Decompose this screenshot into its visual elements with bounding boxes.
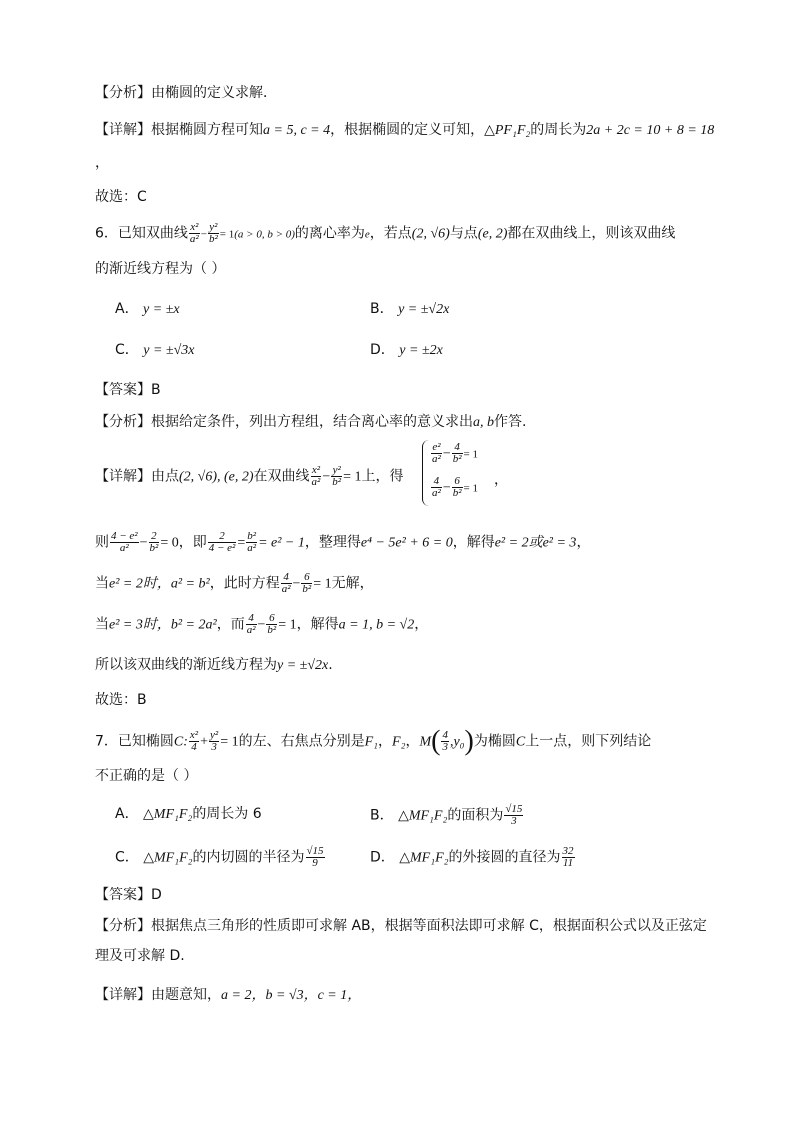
q6-stem-line1: 6．已知双曲线 $\frac{\text{x²}}{\text{a²}}$ − $\frac{\text{y²}}{\text{b²}}$ = 1(a > 0, b > 0)的离心率为e，若点(2, √6)与点(e, 2)都在双曲线上，则该双曲线: [95, 221, 676, 245]
frac-sqrt15-3: $\frac{√15}{3}$: [505, 803, 523, 827]
q6-line2-eq: e⁴ − 5e² + 6 = 0: [360, 535, 453, 551]
q7-stem-b: 的左、右焦点分别是: [238, 733, 365, 750]
q7-f2: F₂: [392, 734, 406, 750]
q5-analysis-text: 由椭圆的定义求解．: [151, 85, 277, 101]
answer-tag: 【答案】: [95, 887, 151, 903]
q6-line4-b: ，而: [216, 616, 245, 633]
q7-f1: F₁: [364, 734, 379, 750]
q6-stem-e2: 都在双曲线上，则该双曲线: [507, 225, 676, 242]
q6-line2-b: ，即: [178, 534, 207, 551]
q6-stem-d: 与点: [449, 225, 478, 242]
frac-x2-a2: $\frac{\text{x²}}{\text{a²}}$: [189, 221, 199, 245]
q6-line3-b: ，此时方程: [209, 575, 280, 592]
q7-y0: y₀: [453, 734, 465, 750]
q7-analysis-line2: 理及可求解 D.: [95, 948, 185, 964]
analysis-tag: 【分析】: [95, 85, 151, 101]
q6-detail-line5: [95, 655, 333, 676]
q6-line4-sol: a = 1, b = √2: [338, 617, 415, 633]
system-eq2: $\frac{4}{\text{a²}}$ − $\frac{6}{\text{b²}}$ = 1: [432, 475, 478, 499]
system-comma: ，: [494, 472, 508, 488]
frac-x2-a2: $\frac{\text{x²}}{\text{a²}}$: [311, 464, 321, 488]
q6-line2-d: ，解得: [452, 534, 495, 551]
q6-option-b: B． y = ±√2x: [370, 301, 450, 317]
q6-line3-a: 当: [95, 575, 109, 592]
q6-detail-line4: 当e² = 3时，b² = 2a²，而 $\frac{4}{\text{a²}}$ − $\frac{6}{\text{b²}}$ = 1，解得a = 1, b = √2，: [95, 612, 429, 636]
answer-tag: 【答案】: [95, 382, 151, 398]
q6-detail-a: 由点: [151, 468, 179, 485]
q6-line4-a: 当: [95, 616, 109, 633]
q7-answer: D: [151, 887, 162, 903]
system-eq1: $\frac{\text{e²}}{\text{a²}}$ − $\frac{4}{\text{b²}}$ = 1: [432, 441, 478, 465]
q7-option-d: D． △MF₁F₂的外接圆的直径为 $\frac{32}{11}$: [370, 845, 574, 869]
q6-line4-cond: e² = 3时，b² = 2a²: [109, 617, 217, 633]
q6-option-a: A． y = ±x: [115, 301, 180, 317]
q6-detail-pts: (2, √6), (e, 2): [179, 469, 254, 485]
q6-detail-line1: 【详解】由点(2, √6), (e, 2)在双曲线 $\frac{\text{x²}}{\text{a²}}$ − $\frac{\text{y²}}{\text{b²}}$ = 1上，得: [95, 464, 404, 488]
analysis-tag: 【分析】: [95, 414, 151, 430]
detail-tag: 【详解】: [95, 122, 151, 138]
q5-detail-pre: 根据椭圆方程可知: [151, 122, 263, 138]
q6-e: e: [364, 228, 370, 241]
q6-cond: (a > 0, b > 0): [234, 228, 295, 241]
analysis-tag: 【分析】: [95, 918, 151, 934]
frac-32-11: $\frac{32}{11}$: [562, 845, 574, 869]
q5-comma: ，: [95, 155, 109, 171]
q7-m: M: [419, 734, 432, 750]
q7-detail-a: 由题意知，: [151, 987, 221, 1003]
frac-x2-4: $\frac{\text{x²}}{4}$: [189, 729, 199, 753]
frac-4me2-a2: $\frac{\text{4 − e²}}{\text{a²}}$: [111, 530, 138, 554]
q6-analysis-line: [95, 412, 526, 433]
q5-triangle: △PF₁F₂: [484, 123, 531, 138]
q5-eq1: a = 5, c = 4: [263, 123, 331, 138]
frac-y2-b2: $\frac{\text{y²}}{\text{b²}}$: [332, 464, 342, 488]
q6-detail-c: 上，得: [361, 468, 404, 485]
q7-option-c: C． △MF₁F₂的内切圆的半径为 $\frac{√15}{9}$: [115, 845, 324, 869]
frac-y2-b2: $\frac{\text{y²}}{\text{b²}}$: [208, 221, 218, 245]
q6-stem-c: ，若点: [369, 225, 412, 242]
q5-detail-line: [95, 120, 714, 141]
frac-b2-a2: $\frac{\text{b²}}{\text{a²}}$: [247, 530, 257, 554]
q6-stem-a: 6．已知双曲线: [95, 225, 188, 242]
q5-detail-post: 的周长为: [530, 122, 587, 138]
q6-line2-c: ，整理得: [304, 534, 361, 551]
q7-detail-eq: a = 2，b = √3，c = 1，: [221, 988, 362, 1003]
frac-sqrt15-9: $\frac{√15}{9}$: [306, 845, 324, 869]
q6-line2-sol: e² = 2或e² = 3: [494, 535, 577, 551]
q6-analysis-vars: a, b: [473, 415, 494, 430]
q7-option-a: A． △MF₁F₂的周长为 6: [115, 806, 262, 822]
q5-choice: 故选：C: [95, 189, 147, 205]
frac-2-b2: $\frac{2}{\text{b²}}$: [149, 530, 159, 554]
q6-analysis-b: 作答.: [494, 414, 527, 430]
q6-detail-line2: 则 $\frac{\text{4 − e²}}{\text{a²}}$ − $\frac{2}{\text{b²}}$ = 0，即 $\frac{2}{\text{4 − e²}}$ = $\frac{\text{b²}}{\text{a²}}$ = e² − 1，整理得e⁴ − 5e² + 6 = 0，解得e² = 2或e² = 3，: [95, 530, 591, 554]
q6-choice: 故选：B: [95, 692, 147, 708]
frac-4-a2: $\frac{4}{\text{a²}}$: [281, 571, 291, 595]
q6-line5-a: 所以该双曲线的渐近线方程为: [95, 657, 277, 673]
q6-option-d: D． y = ±2x: [370, 342, 443, 358]
frac-2-4me2: $\frac{2}{\text{4 − e²}}$: [208, 530, 236, 554]
q6-line3-cond: e² = 2时，a² = b²: [109, 576, 210, 592]
frac-6-b2: $\frac{6}{\text{b²}}$: [267, 612, 277, 636]
q7-answer-line: [95, 885, 162, 905]
q7-stem-d: 上一点，则下列结论: [525, 733, 652, 750]
q5-eq2: 2a + 2c = 10 + 8 = 18: [586, 123, 715, 138]
q6-answer: B: [151, 382, 161, 398]
q6-line5-b: .: [328, 657, 333, 673]
q6-point1: (2, √6): [411, 226, 450, 242]
q6-option-c: C． y = ±√3x: [115, 342, 195, 358]
q7-stem-line2: 不正确的是（ ）: [95, 768, 198, 784]
q6-line4-d: ，: [414, 616, 429, 633]
q7-stem-a: 7．已知椭圆: [95, 733, 174, 750]
q6-line5-eq: y = ±√2x: [277, 658, 329, 673]
frac-y2-3: $\frac{\text{y²}}{3}$: [210, 729, 219, 753]
q7-analysis-l1: 根据焦点三角形的性质即可求解 AB，根据等面积法即可求解 C，根据面积公式以及正弦定: [151, 918, 707, 934]
q6-line4-c: ，解得: [296, 616, 339, 633]
frac-4-a2: $\frac{4}{\text{a²}}$: [246, 612, 256, 636]
q5-detail-mid: ，根据椭圆的定义可知，: [330, 122, 485, 138]
detail-tag: 【详解】: [95, 468, 151, 485]
q6-line2-a: 则: [95, 534, 109, 551]
q7-option-b: B． △MF₁F₂的面积为 $\frac{√15}{3}$: [370, 803, 523, 827]
q5-analysis-line: [95, 83, 277, 103]
q7-stem-c2: 为椭圆: [473, 733, 516, 750]
q6-point2: (e, 2): [477, 226, 508, 242]
system-brace: [422, 440, 429, 506]
q6-answer-line: [95, 380, 161, 400]
q6-detail-line3: 当e² = 2时，a² = b²，此时方程 $\frac{4}{\text{a²}}$ − $\frac{6}{\text{b²}}$ = 1无解，: [95, 571, 374, 595]
q6-stem-b: 的离心率为: [294, 225, 365, 242]
q6-line3-c: 无解，: [331, 575, 374, 592]
q7-analysis-line1: [95, 916, 707, 936]
frac-4-3: $\frac{4}{3}$: [442, 729, 448, 753]
q7-stem-line1: 7．已知椭圆C: $\frac{\text{x²}}{4}$ + $\frac{\text{y²}}{3}$ = 1的左、右焦点分别是F₁，F₂，M( $\frac{4}{3}$ ,y₀)为椭圆C上一点，则下列结论: [95, 725, 652, 757]
q7-detail-line: [95, 985, 361, 1006]
detail-tag: 【详解】: [95, 987, 151, 1003]
q6-detail-b: 在双曲线: [253, 468, 310, 485]
q7-ellipse-name: C:: [173, 734, 188, 750]
q7-c: C: [515, 734, 526, 750]
q6-stem-line2: 的渐近线方程为（ ）: [95, 261, 226, 277]
q6-analysis-a: 根据给定条件，列出方程组，结合离心率的意义求出: [151, 414, 473, 430]
frac-6-b2: $\frac{6}{\text{b²}}$: [302, 571, 312, 595]
